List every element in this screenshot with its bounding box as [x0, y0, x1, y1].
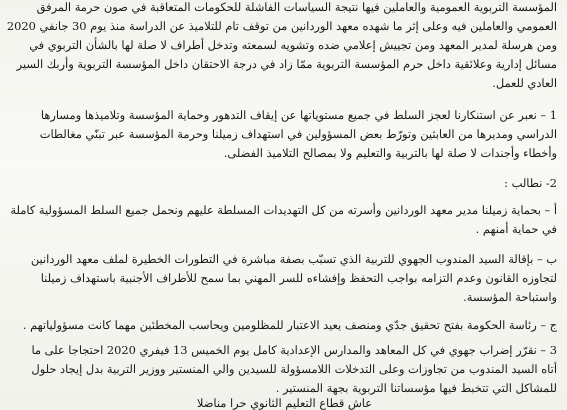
section-3-line: للمشاكل التي تتخبط فيها مؤسساتنا التربوية بجهة المنستير .: [275, 381, 557, 395]
demand-b-line: ب – بإقالة السيد المندوب الجهوي للتربية الذي تسبّب بصفة مباشرة في التطورات الخطيرة لملف معهد الوردانين: [30, 252, 557, 266]
paragraph-line: العادي للعمل.: [492, 76, 557, 90]
paragraph-line: ومن هرسلة لمدير المعهد ومن تجييش إعلامي ضده وتشويه لسمعته وتدخل أطراف لا صلة لها بالشأن التربوي في: [29, 38, 557, 52]
paragraph-line: العمومي والعاملين فيه وعلى إثر ما شهده معهد الوردانين من توقف تام للتلاميذ عن الدراسة منذ يوم 30 جانفي 2020: [6, 19, 557, 33]
section-3-line: أتاه السيد المندوب من تجاوزات وعلى التدخلات اللامسؤولة للسيدين والي المنستير ووزير التربية بدل إيجاد حلول: [31, 362, 557, 376]
closing-slogan: عاش قطاع التعليم الثانوي حرا مناضلا: [196, 396, 373, 410]
demand-c-line: ج – رئاسة الحكومة بفتح تحقيق جدّي ومنصف يعيد الاعتبار للمظلومين ويحاسب المخطئين مهما كانت مسؤولياتهم .: [22, 318, 557, 332]
section-1-line: الدراسي ومديرها من العابثين وتورّط بعض المسؤولين في استهداف زميلنا وحرمة المؤسسة عبر تبنّي مغالطات: [39, 127, 557, 141]
section-3-line: 3 – نقرّر إضراب جهوي في كل المعاهد والمدارس الإعدادية كامل يوم الخميس 13 فيفري 2020 احتجاجا على ما: [31, 343, 557, 357]
demand-b-line: لتجاوزه القانون وعدم التزامه بواجب التحفظ وإفشاءه للسر المهني بما سمح للأطراف الأجنبية باستهداف زميلنا: [40, 271, 557, 285]
section-2-heading: 2- نطالب :: [504, 176, 557, 190]
paragraph-line: المؤسسة التربوية العمومية والعاملين فيها نتيجة السياسات الفاشلة للحكومات المتعاقبة في صون حرمة المرفق: [36, 0, 557, 14]
demand-b-line: واستباحة المؤسسة.: [463, 290, 557, 304]
paragraph-line: مسائل إدارية وعلائقية داخل حرم المؤسسة التربوية ممّا زاد في درجة الاحتقان داخل المؤسسة التربوية وأربك السير: [16, 57, 557, 71]
section-1-line: وأخطاء وأجندات لا صلة لها بالتربية والتعليم ولا بمصالح التلاميذ الفضلى.: [223, 146, 557, 160]
demand-a-line: في حماية أمنهم .: [475, 222, 557, 236]
section-1-line: 1 – نعبر عن استنكارنا لعجز السلط في جميع مستوياتها عن إيقاف التدهور وحماية المؤسسة وتلاميذها ومسارها: [40, 108, 557, 122]
demand-a-line: أ – بحماية زميلنا مدير معهد الوردانين وأسرته من كل التهديدات المسلطة عليهم ونحمل جميع السلط المسؤولية كاملة: [10, 203, 557, 217]
